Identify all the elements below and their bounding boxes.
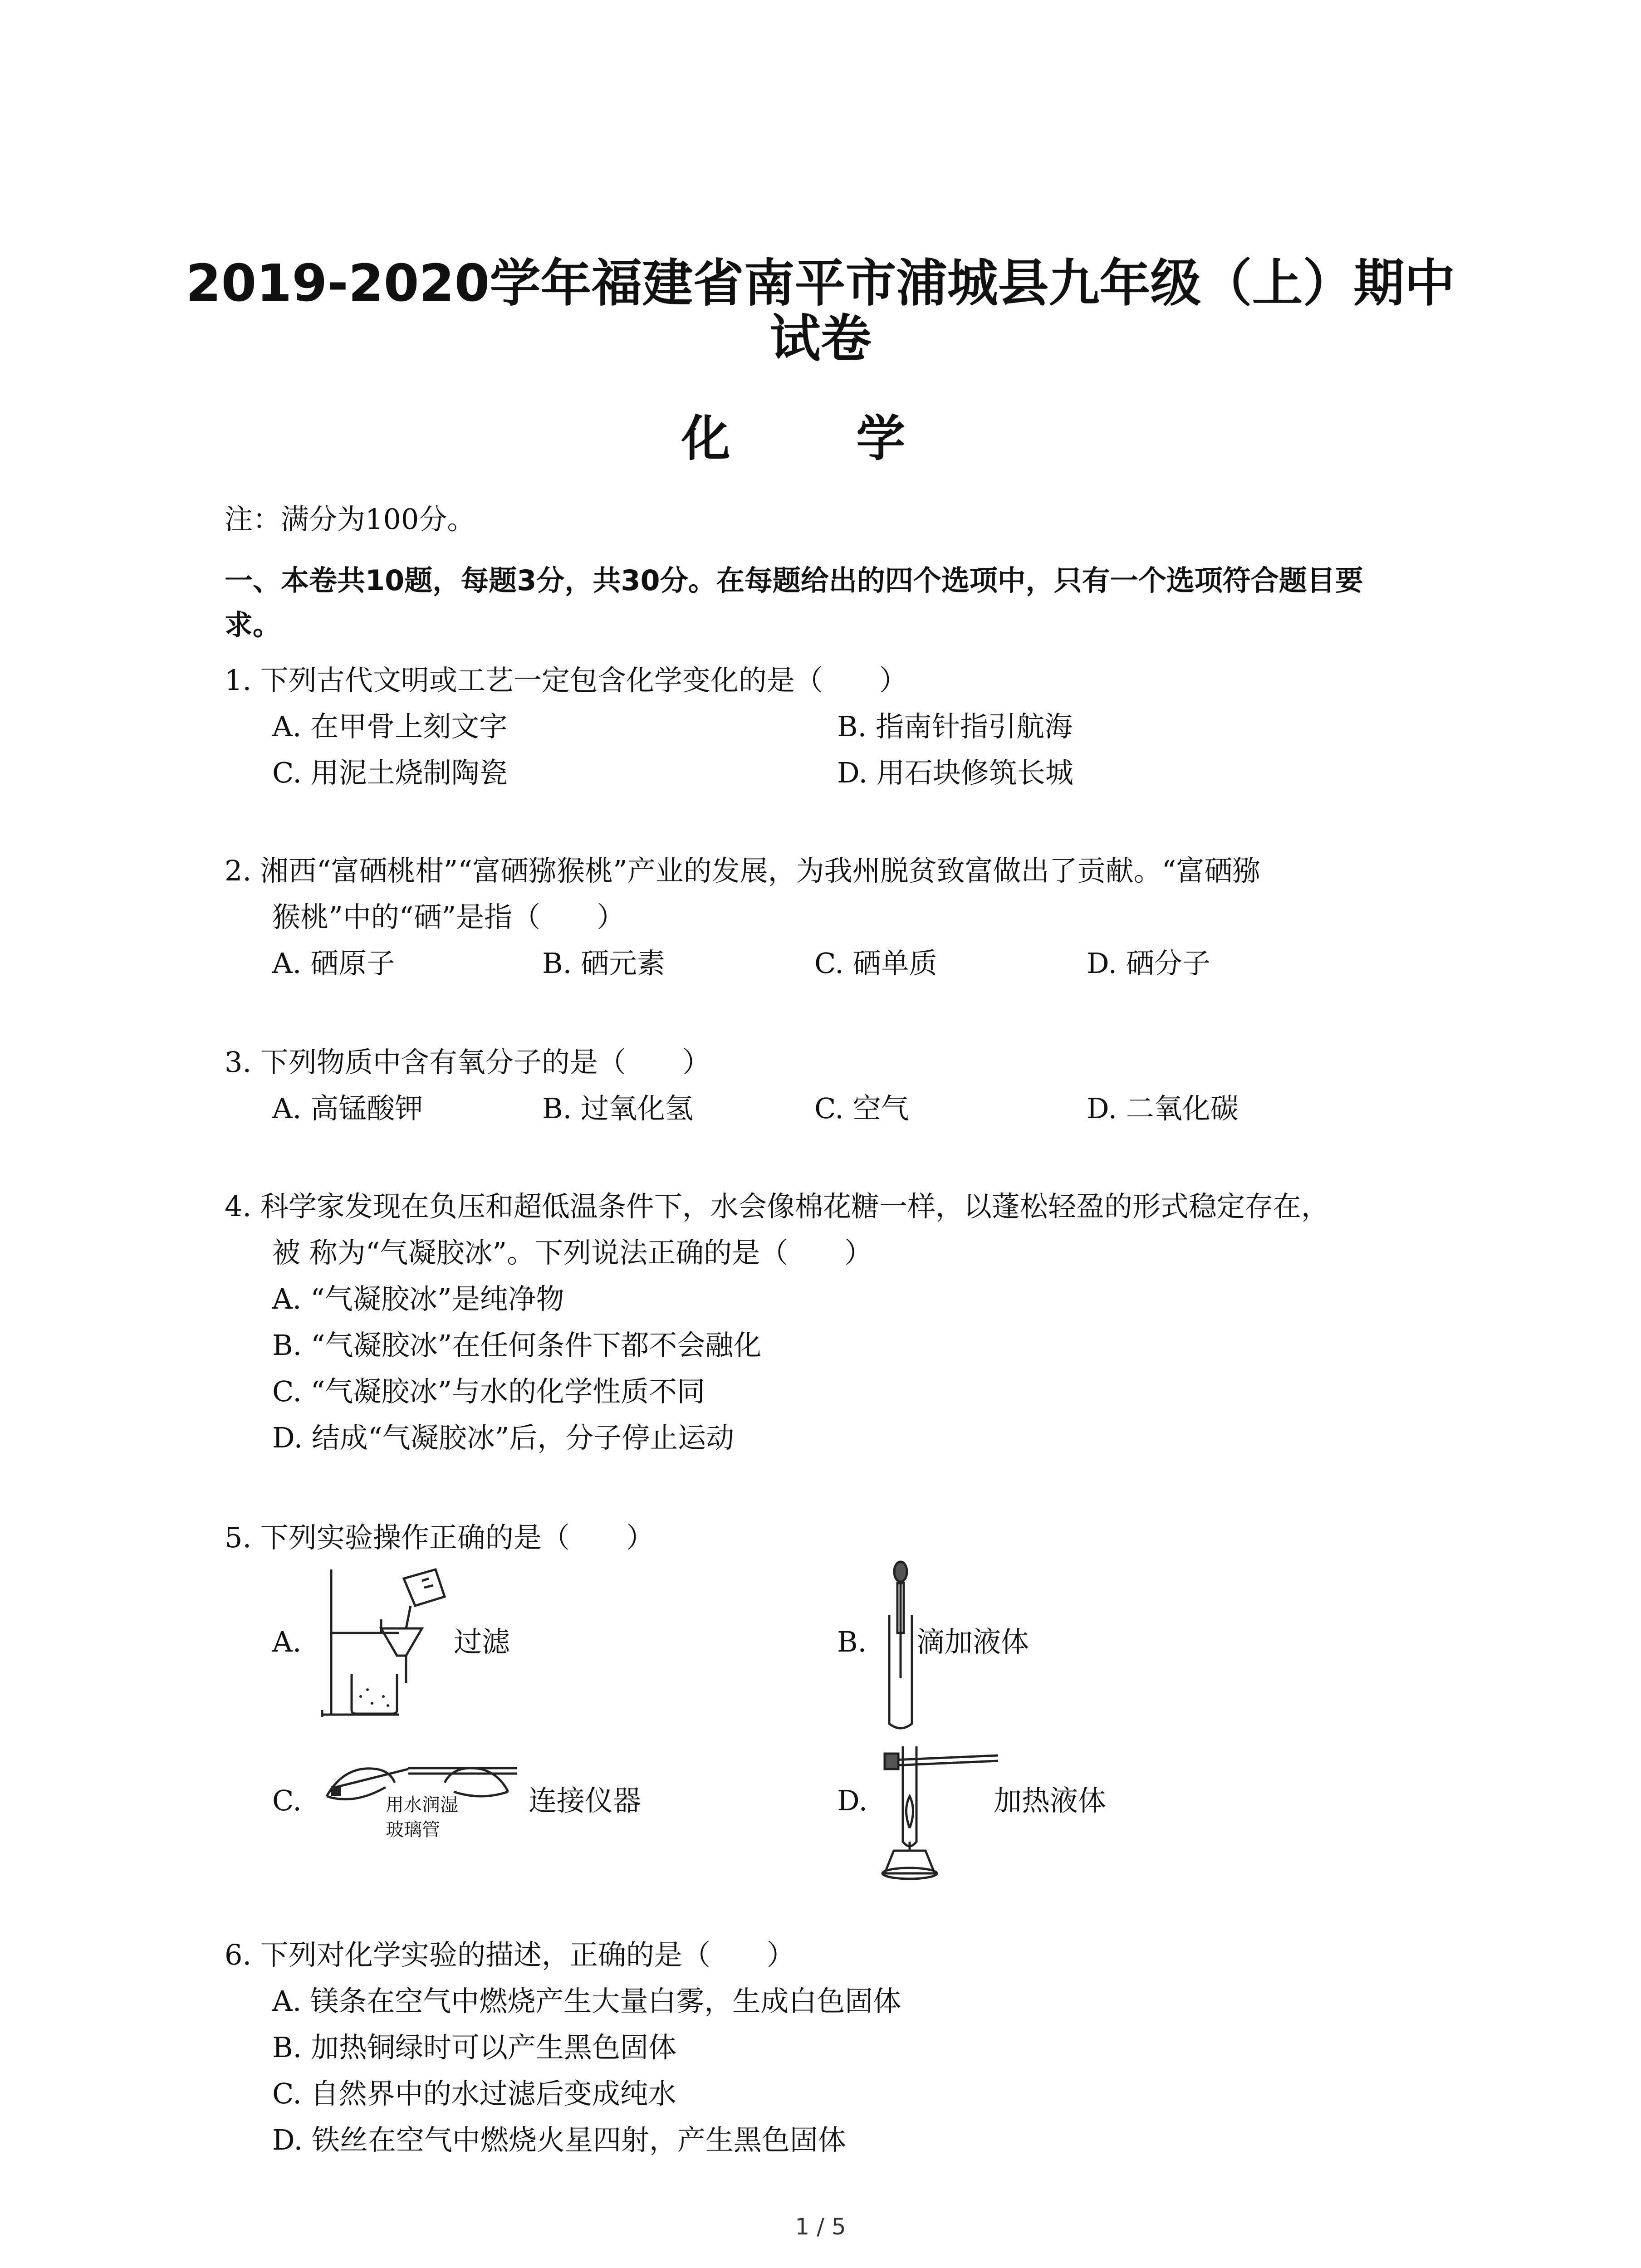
q5-option-d-letter: D. xyxy=(837,1784,868,1817)
q6-option-a: A. 镁条在空气中燃烧产生大量白雾，生成白色固体 xyxy=(272,1984,901,2018)
q4-option-c: C. “气凝胶冰”与水的化学性质不同 xyxy=(272,1375,705,1408)
filtration-figure xyxy=(313,1560,458,1724)
question-4-stem-line1: 4. 科学家发现在负压和超低温条件下，水会像棉花糖一样，以蓬松轻盈的形式稳定存在， xyxy=(225,1190,1329,1223)
q5-option-c-letter: C. xyxy=(272,1784,302,1817)
question-4-stem-line2: 被 称为“气凝胶冰”。下列说法正确的是（ ） xyxy=(272,1236,873,1269)
q4-option-b: B. “气凝胶冰”在任何条件下都不会融化 xyxy=(272,1329,762,1362)
q2-option-b: B. 硒元素 xyxy=(542,947,665,980)
q1-option-b: B. 指南针指引航海 xyxy=(837,710,1073,743)
question-2-stem-line2: 猴桃”中的“硒”是指（ ） xyxy=(272,900,625,934)
dropper-figure xyxy=(880,1560,921,1733)
q6-option-d: D. 铁丝在空气中燃烧火星四射，产生黑色固体 xyxy=(272,2123,846,2156)
q3-option-d: D. 二氧化碳 xyxy=(1087,1092,1239,1125)
q1-option-a: A. 在甲骨上刻文字 xyxy=(272,710,508,743)
q5-option-b-label: 滴加液体 xyxy=(916,1625,1029,1658)
q4-option-d: D. 结成“气凝胶冰”后，分子停止运动 xyxy=(272,1421,735,1454)
q3-option-c: C. 空气 xyxy=(814,1092,909,1125)
q5-option-a-label: 过滤 xyxy=(454,1625,510,1658)
section-heading-line2: 求。 xyxy=(225,608,281,641)
q6-option-c: C. 自然界中的水过滤后变成纯水 xyxy=(272,2077,676,2110)
q6-option-b: B. 加热铜绿时可以产生黑色固体 xyxy=(272,2031,676,2064)
q3-option-b: B. 过氧化氢 xyxy=(542,1092,693,1125)
question-6-stem: 6. 下列对化学实验的描述，正确的是（ ） xyxy=(225,1938,795,1971)
q2-option-a: A. 硒原子 xyxy=(272,947,395,980)
exam-title-line1: 2019-2020学年福建省南平市浦城县九年级（上）期中 xyxy=(186,254,1455,313)
q5-option-a-letter: A. xyxy=(272,1625,302,1658)
question-1-stem: 1. 下列古代文明或工艺一定包含化学变化的是（ ） xyxy=(225,664,907,697)
q5-option-c-caption1: 用水润湿 xyxy=(386,1794,458,1815)
section-heading-line1: 一、本卷共10题，每题3分，共30分。在每题给出的四个选项中，只有一个选项符合题目要 xyxy=(225,564,1363,597)
exam-title-line2: 试卷 xyxy=(769,309,872,368)
question-5-stem: 5. 下列实验操作正确的是（ ） xyxy=(225,1521,654,1554)
q3-option-a: A. 高锰酸钾 xyxy=(272,1092,423,1125)
q1-option-d: D. 用石块修筑长城 xyxy=(837,756,1073,789)
subject-title: 化 学 xyxy=(681,411,960,467)
q5-option-c-label: 连接仪器 xyxy=(529,1784,642,1817)
score-note: 注：满分为100分。 xyxy=(225,503,475,536)
question-3-stem: 3. 下列物质中含有氧分子的是（ ） xyxy=(225,1046,710,1079)
page-number: 1 / 5 xyxy=(795,2214,846,2240)
q5-option-c-caption2: 玻璃管 xyxy=(386,1819,440,1840)
question-2-stem-line1: 2. 湘西“富硒桃柑”“富硒猕猴桃”产业的发展，为我州脱贫致富做出了贡献。“富硒猕 xyxy=(225,854,1261,887)
q5-option-b-letter: B. xyxy=(837,1625,867,1658)
q1-option-c: C. 用泥土烧制陶瓷 xyxy=(272,756,508,789)
q5-option-d-label: 加热液体 xyxy=(994,1784,1107,1817)
q4-option-a: A. “气凝胶冰”是纯净物 xyxy=(272,1282,564,1315)
q2-option-d: D. 硒分子 xyxy=(1087,947,1210,980)
q2-option-c: C. 硒单质 xyxy=(814,947,937,980)
